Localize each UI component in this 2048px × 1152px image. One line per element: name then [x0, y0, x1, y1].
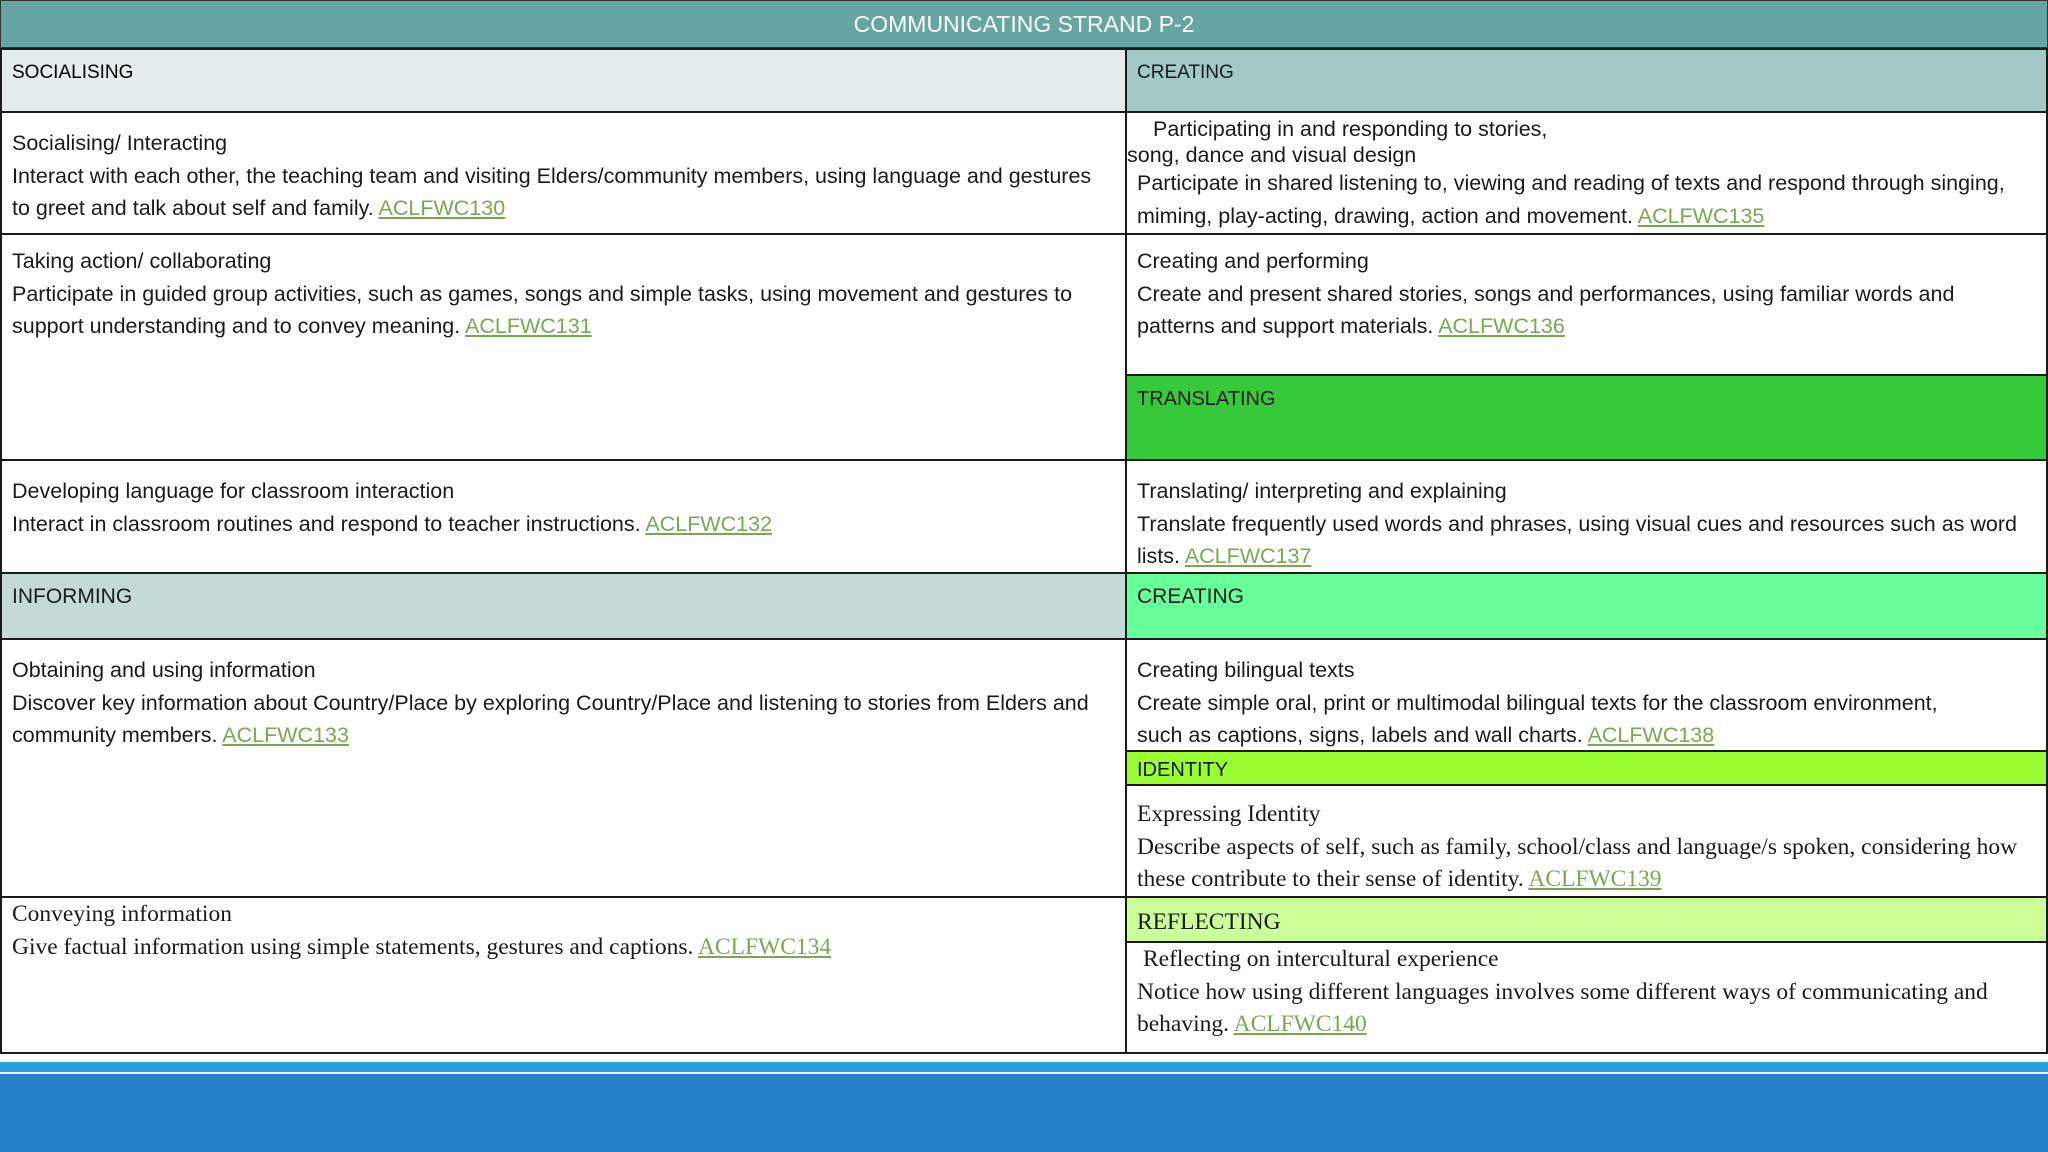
footer-bar — [0, 1074, 2048, 1152]
item-heading: Translating/ interpreting and explaining — [1137, 479, 1507, 503]
item-heading: Obtaining and using information — [12, 658, 316, 682]
translating-header: TRANSLATING — [1125, 374, 2048, 461]
conveying-information-cell — [0, 896, 1127, 1054]
translating-cell — [1125, 459, 2048, 574]
item-text: Interact in classroom routines and respond to teacher instructions. — [12, 511, 641, 536]
code-link[interactable]: ACLFWC131 — [465, 314, 592, 338]
item-text: Describe aspects of self, such as family, school/class and language/s spoken, considering how these contribute to their sense of identity. — [1137, 833, 2018, 892]
code-link[interactable]: ACLFWC136 — [1438, 314, 1565, 338]
creating-performing-cell — [1125, 233, 2048, 376]
code-link[interactable]: ACLFWC132 — [645, 511, 773, 536]
page-title: COMMUNICATING STRAND P-2 — [0, 0, 2048, 48]
item-heading: song, dance and visual design — [1127, 143, 1417, 167]
item-text: Give factual information using simple statements, gestures and captions. — [12, 933, 694, 960]
socialising-header: SOCIALISING — [0, 48, 1127, 113]
code-link[interactable]: ACLFWC133 — [222, 723, 349, 747]
item-text: Notice how using different languages involves some different ways of communicating and behaving. — [1137, 978, 1988, 1037]
reflecting-header: REFLECTING — [1125, 896, 2048, 943]
item-heading: Socialising/ Interacting — [12, 131, 228, 155]
footer-accent-line — [0, 1062, 2048, 1072]
item-heading: Creating and performing — [1137, 249, 1369, 273]
creating-header: CREATING — [1125, 48, 2048, 113]
code-link[interactable]: ACLFWC140 — [1233, 1011, 1367, 1037]
item-text: Discover key information about Country/Place by exploring Country/Place and listening to stories from Elders and community members. — [12, 690, 1089, 747]
creating-header-2: CREATING — [1125, 572, 2048, 640]
item-text: such as captions, signs, labels and wall charts. — [1137, 723, 1583, 747]
reflecting-cell — [1125, 941, 2048, 1054]
item-heading: Participating in and responding to stories, — [1153, 117, 1548, 141]
bilingual-texts-cell — [1125, 638, 2048, 752]
code-link[interactable]: ACLFWC138 — [1587, 723, 1715, 747]
item-heading: Developing language for classroom interaction — [12, 479, 455, 503]
code-link[interactable]: ACLFWC137 — [1184, 544, 1312, 568]
item-text: Create and present shared stories, songs and performances, using familiar words and patterns and support materials. — [1137, 281, 1955, 338]
classroom-interaction-cell — [0, 459, 1127, 574]
participating-cell — [1125, 111, 2048, 235]
item-heading: Taking action/ collaborating — [12, 249, 272, 273]
code-link[interactable]: ACLFWC130 — [378, 196, 506, 220]
item-heading: Expressing Identity — [1137, 801, 1321, 827]
obtaining-information-cell — [0, 638, 1127, 898]
identity-header: IDENTITY — [1125, 750, 2048, 786]
item-text: Participate in guided group activities, such as games, songs and simple tasks, using movement and gestures to support understanding and to convey meaning. — [12, 281, 1073, 338]
item-heading: Conveying information — [12, 901, 232, 927]
item-heading: Creating bilingual texts — [1137, 658, 1355, 682]
item-text: Participate in shared listening to, viewing and reading of texts and respond through singing, miming, play-acting, drawing, action and movement. — [1137, 171, 2005, 228]
taking-action-cell — [0, 233, 1127, 461]
expressing-identity-cell — [1125, 784, 2048, 898]
socialising-interacting-cell — [0, 111, 1127, 235]
code-link[interactable]: ACLFWC134 — [697, 933, 832, 960]
code-link[interactable]: ACLFWC139 — [1528, 866, 1662, 892]
item-heading: Reflecting on intercultural experience — [1143, 946, 1499, 972]
informing-header: INFORMING — [0, 572, 1127, 640]
code-link[interactable]: ACLFWC135 — [1637, 203, 1765, 228]
item-text: Interact with each other, the teaching team and visiting Elders/community members, using language and gestures to greet and talk about self and family. — [12, 163, 1092, 220]
item-text: Create simple oral, print or multimodal bilingual texts for the classroom environment, — [1137, 690, 1938, 715]
item-text: Translate frequently used words and phrases, using visual cues and resources such as word lists. — [1137, 511, 2017, 568]
